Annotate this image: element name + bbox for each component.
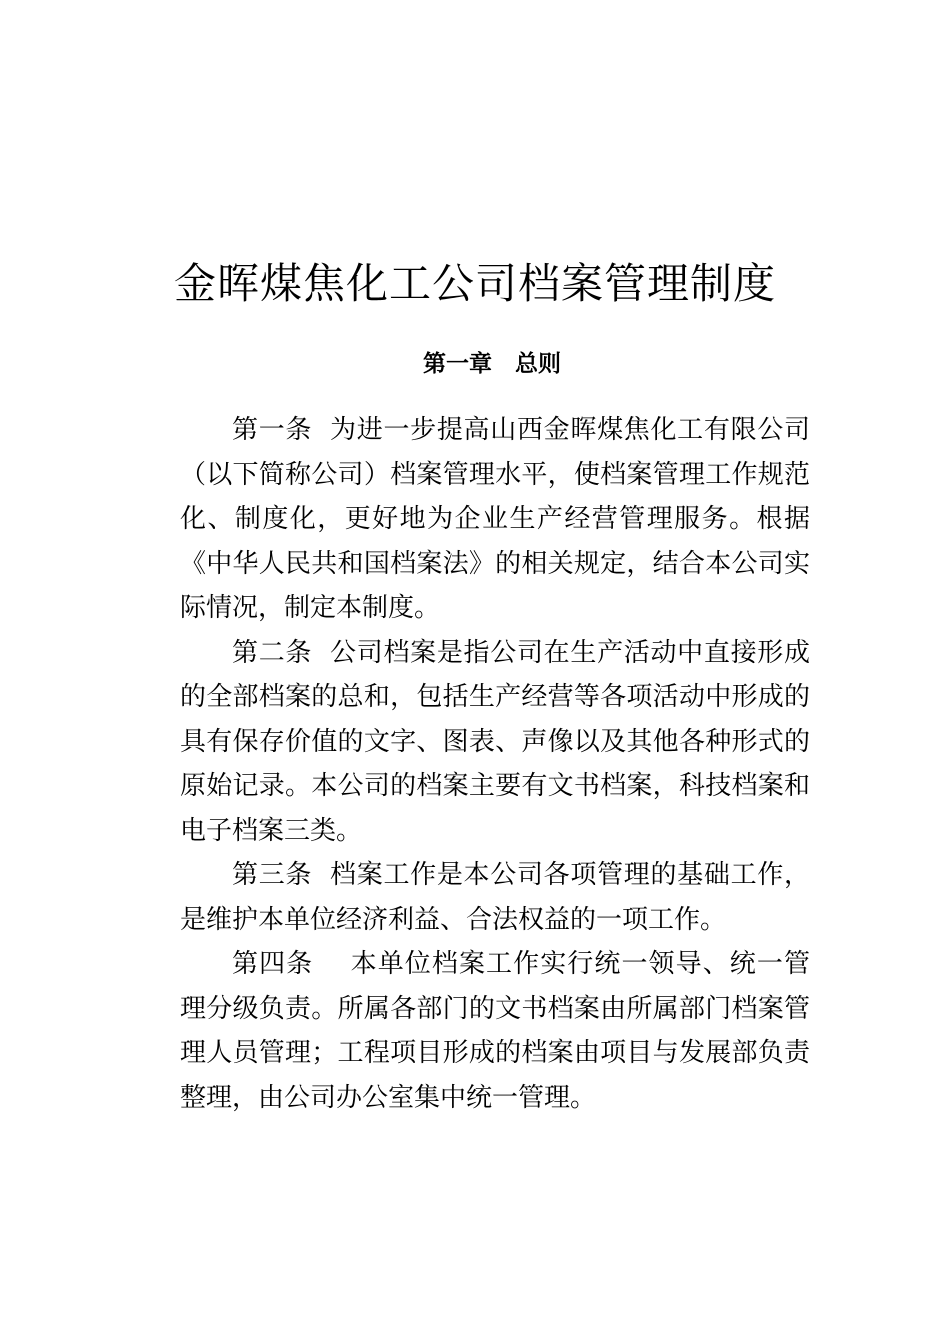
document-title: 金晖煤焦化工公司档案管理制度	[173, 259, 776, 308]
article-4	[180, 942, 810, 1120]
article-separator	[312, 860, 330, 890]
article-separator	[313, 949, 350, 979]
article-text: 档案工作是本公司各项管理的基础工作，是维护本单位经济利益、合法权益的一项工作。	[180, 860, 810, 935]
article-number: 第四条	[232, 949, 314, 979]
article-1	[180, 408, 810, 631]
article-text: 公司档案是指公司在生产活动中直接形成的全部档案的总和，包括生产经营等各项活动中形成的具有保存价值的文字、图表、声像以及其他各种形式的原始记录。本公司的档案主要有文书档案，科技档案和电子档案三类。	[180, 637, 810, 846]
chapter-body	[180, 408, 810, 1120]
article-number: 第二条	[232, 637, 313, 668]
article-2	[180, 631, 810, 854]
chapter-heading: 第一章 总则	[423, 351, 561, 377]
article-separator	[312, 415, 330, 445]
article-number: 第一条	[232, 415, 313, 445]
article-text: 本单位档案工作实行统一领导、统一管理分级负责。所属各部门的文书档案由所属部门档案管理人员管理；工程项目形成的档案由项目与发展部负责整理，由公司办公室集中统一管理。	[180, 949, 810, 1113]
article-text: 为进一步提高山西金晖煤焦化工有限公司（以下简称公司）档案管理水平，使档案管理工作规范化、制度化，更好地为企业生产经营管理服务。根据《中华人民共和国档案法》的相关规定，结合本公司实际情况，制定本制度。	[180, 415, 810, 623]
article-3	[180, 853, 810, 942]
article-number: 第三条	[232, 860, 313, 890]
article-separator	[312, 638, 330, 668]
